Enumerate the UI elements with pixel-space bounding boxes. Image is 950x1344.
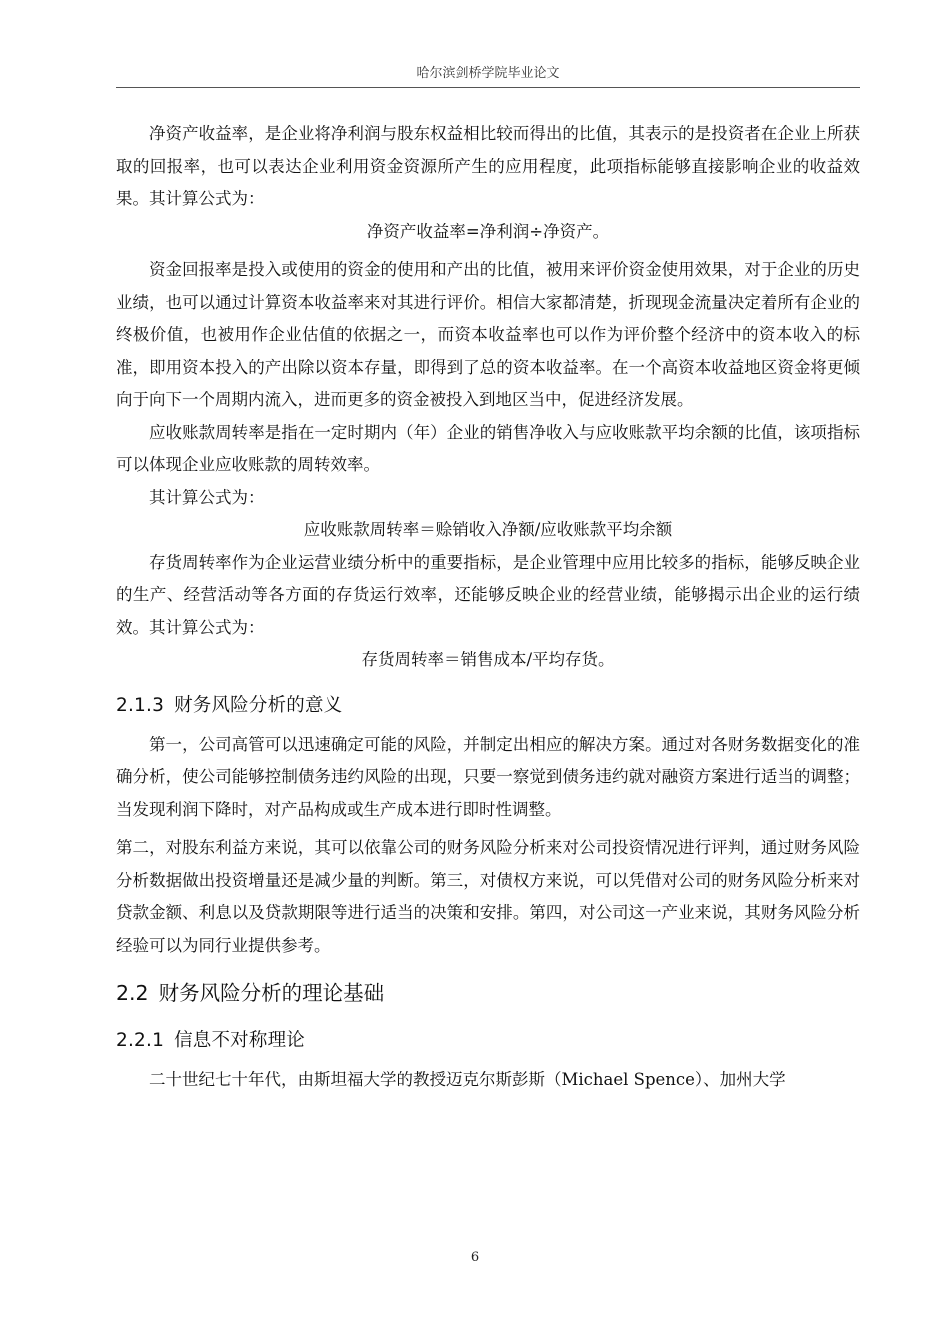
heading-2-2 (116, 974, 860, 1012)
heading-number: 2.2.1 (116, 1030, 165, 1051)
running-header: 哈尔滨剑桥学院毕业论文 (416, 66, 560, 81)
paragraph-significance-rest: 第二，对股东利益方来说，其可以依靠公司的财务风险分析来对公司投资情况进行评判，通过财务风险分析数据做出投资增量还是减少量的判断。第三，对债权方来说，可以凭借对公司的财务风险分析来对贷款金额、利息以及贷款期限等进行适当的决策和安排。第四，对公司这一产业来说，其财务风险分析经验可以为同行业提供参考。 (116, 838, 860, 955)
paragraph-information-asymmetry: 二十世纪七十年代，由斯坦福大学的教授迈克尔斯彭斯（Michael Spence）、加州大学 (149, 1070, 786, 1089)
heading-number: 2.2 (116, 981, 149, 1005)
heading-title: 信息不对称理论 (174, 1030, 305, 1051)
paragraph-receivables-turnover: 应收账款周转率是指在一定时期内（年）企业的销售净收入与应收账款平均余额的比值，该项指标可以体现企业应收账款的周转效率。 (116, 422, 860, 474)
header-rule (116, 87, 860, 88)
formula-inventory-turnover: 存货周转率＝销售成本/平均存货。 (361, 650, 615, 669)
heading-2-1-3 (116, 689, 860, 723)
paragraph-return-on-capital: 资金回报率是投入或使用的资金的使用和产出的比值，被用来评价资金使用效果，对于企业的历史业绩，也可以通过计算资本收益率来对其进行评价。相信大家都清楚，折现现金流量决定着所有企业的终极价值，也被用作企业估值的依据之一，而资本收益率也可以作为评价整个经济中的资本收入的标准，即用资本投入的产出除以资本存量，即得到了总的资本收益率。在一个高资本收益地区资金将更倾向于向下一个周期内流入，进而更多的资金被投入到地区当中，促进经济发展。 (116, 260, 860, 409)
paragraph-roe: 净资产收益率，是企业将净利润与股东权益相比较而得出的比值，其表示的是投资者在企业上所获取的回报率，也可以表达企业利用资金资源所产生的应用程度，此项指标能够直接影响企业的收益效果。其计算公式为： (116, 124, 860, 208)
formula-roe: 净资产收益率=净利润÷净资产。 (366, 221, 610, 241)
heading-title: 财务风险分析的理论基础 (158, 981, 385, 1005)
page-number: 6 (470, 1250, 480, 1265)
page-body (116, 118, 860, 1097)
heading-2-2-1 (116, 1024, 860, 1058)
formula-receivables-turnover: 应收账款周转率＝赊销收入净额/应收账款平均余额 (303, 520, 673, 539)
paragraph-formula-intro: 其计算公式为： (149, 487, 265, 507)
paragraph-inventory-turnover: 存货周转率作为企业运营业绩分析中的重要指标，是企业管理中应用比较多的指标，能够反映企业的生产、经营活动等各方面的存货运行效率，还能够反映企业的经营业绩，能够揭示出企业的运行绩效。其计算公式为： (116, 552, 860, 637)
heading-number: 2.1.3 (116, 694, 165, 716)
paragraph-significance-first: 第一，公司高管可以迅速确定可能的风险，并制定出相应的解决方案。通过对各财务数据变化的准确分析，使公司能够控制债务违约风险的出现，只要一察觉到债务违约就对融资方案进行适当的调整；当发现利润下降时，对产品构成或生产成本进行即时性调整。 (116, 734, 860, 819)
heading-title: 财务风险分析的意义 (174, 694, 343, 716)
